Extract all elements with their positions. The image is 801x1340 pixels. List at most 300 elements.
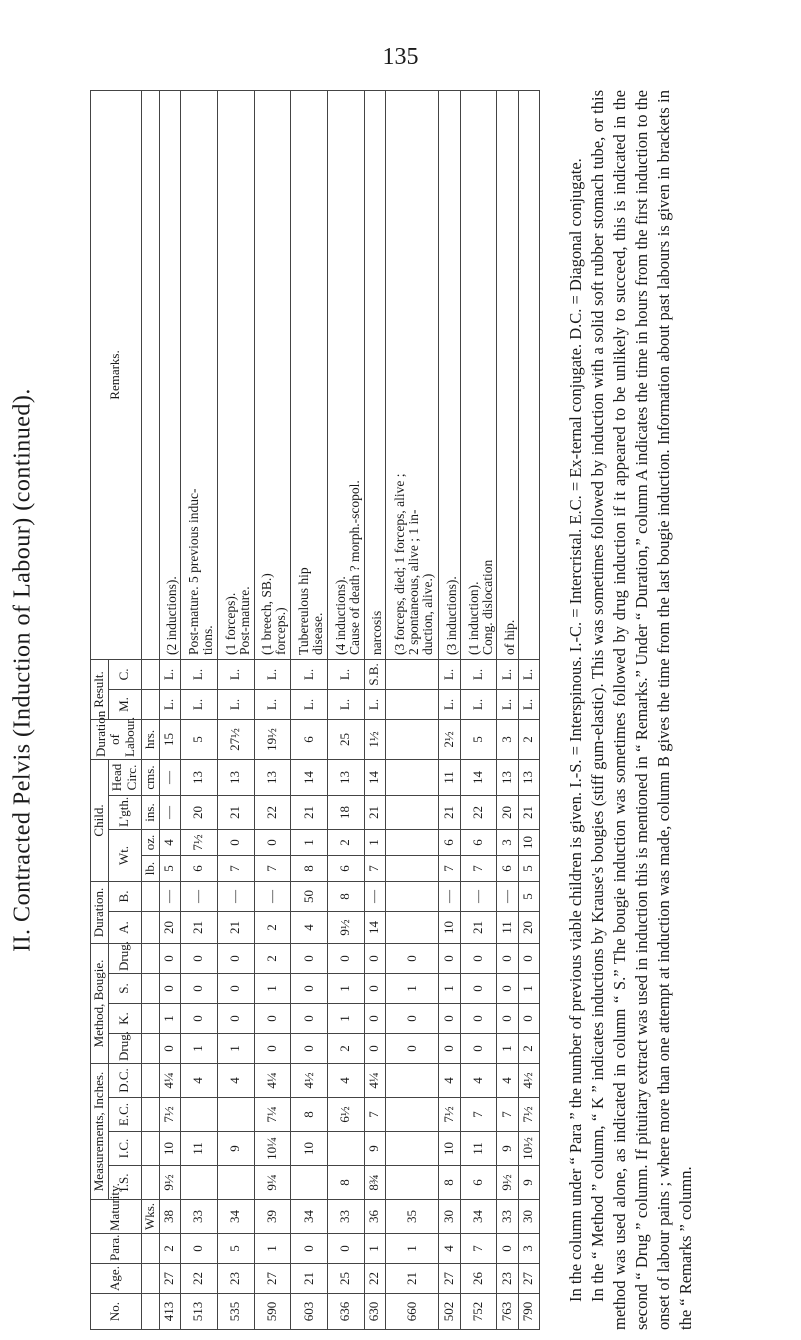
remarks-line: (1 induction). xyxy=(465,581,481,655)
cell-no: 413 xyxy=(159,1294,180,1330)
running-header-strip xyxy=(0,0,46,1340)
cell-m: L. xyxy=(254,689,291,719)
cell-b: — xyxy=(254,882,291,912)
col-labour: Duration of Labour. xyxy=(91,719,142,759)
cell-a: 20 xyxy=(159,912,180,944)
cell-s: 0 xyxy=(291,974,328,1004)
cell-drug-1: 0 xyxy=(254,1034,291,1064)
remarks-line: Cong. dislocation xyxy=(479,559,495,655)
cell-m: L. xyxy=(181,689,218,719)
cell-maturity: 35 xyxy=(386,1200,439,1234)
cell-ic: 9 xyxy=(364,1132,385,1166)
cell-para: 0 xyxy=(497,1234,518,1264)
cell-no: 660 xyxy=(386,1294,439,1330)
cell-ic: 10 xyxy=(439,1132,460,1166)
cell-ic: 10 xyxy=(291,1132,328,1166)
remarks-line: of hip. xyxy=(501,619,517,655)
cell-labour: 27½ xyxy=(217,719,254,759)
cell-ic: 10½ xyxy=(518,1132,539,1166)
cell-b: — xyxy=(439,882,460,912)
cell-age: 27 xyxy=(159,1264,180,1294)
remarks-line: forceps.) xyxy=(273,607,289,655)
induction-table xyxy=(90,90,540,1330)
cell-no: 763 xyxy=(497,1294,518,1330)
cell-age: 23 xyxy=(497,1264,518,1294)
cell-remarks xyxy=(291,91,328,660)
cell-a: 2 xyxy=(254,912,291,944)
cell-s: 1 xyxy=(386,974,439,1004)
cell-is: 6 xyxy=(460,1166,497,1200)
cell-m xyxy=(386,689,439,719)
cell-is: 9½ xyxy=(497,1166,518,1200)
cell-head: 13 xyxy=(497,759,518,795)
cell-wt-lb: 6 xyxy=(497,856,518,882)
cell-drug-2: 2 xyxy=(254,944,291,974)
cell-drug-1: 0 xyxy=(460,1034,497,1064)
cell-s: 1 xyxy=(328,974,365,1004)
group-child: Child. xyxy=(91,759,109,881)
cell-remarks xyxy=(439,91,460,660)
cell-dc: 4¼ xyxy=(254,1064,291,1098)
cell-remarks xyxy=(217,91,254,660)
cell-m: L. xyxy=(497,689,518,719)
remarks-line: Tubereulous hip xyxy=(296,567,312,655)
cell-a: 21 xyxy=(181,912,218,944)
col-para: Para. xyxy=(91,1234,142,1264)
cell-s: 1 xyxy=(518,974,539,1004)
cell-ic xyxy=(386,1132,439,1166)
cell-labour: 2 xyxy=(518,719,539,759)
remarks-line: Post-mature. xyxy=(236,586,252,655)
cell-c: L. xyxy=(439,659,460,689)
cell-wt-lb: 8 xyxy=(291,856,328,882)
col-age: Age. xyxy=(91,1264,142,1294)
cell-labour: 6 xyxy=(291,719,328,759)
cell-labour xyxy=(386,719,439,759)
remarks-line: 2 spontaneous, alive ; 1 in- xyxy=(406,509,422,655)
col-a: A. xyxy=(108,912,141,944)
cell-ic: 11 xyxy=(460,1132,497,1166)
cell-remarks xyxy=(328,91,365,660)
cell-drug-1: 0 xyxy=(386,1034,439,1064)
cell-dc: 4 xyxy=(217,1064,254,1098)
cell-k: 0 xyxy=(386,1004,439,1034)
cell-is: 9 xyxy=(518,1166,539,1200)
col-drug-1: Drug. xyxy=(108,1034,141,1064)
cell-m: L. xyxy=(328,689,365,719)
cell-para: 5 xyxy=(217,1234,254,1264)
cell-ec: 7½ xyxy=(159,1098,180,1132)
cell-k: 0 xyxy=(460,1004,497,1034)
cell-para: 0 xyxy=(291,1234,328,1264)
cell-head: 13 xyxy=(328,759,365,795)
cell-ec: 7½ xyxy=(439,1098,460,1132)
cell-no: 535 xyxy=(217,1294,254,1330)
col-wt: Wt. xyxy=(108,830,141,882)
cell-maturity: 33 xyxy=(181,1200,218,1234)
cell-wt-lb xyxy=(386,856,439,882)
cell-m: L. xyxy=(291,689,328,719)
cell-m: L. xyxy=(460,689,497,719)
cell-k: 0 xyxy=(497,1004,518,1034)
cell-remarks xyxy=(254,91,291,660)
cell-is: 8¾ xyxy=(364,1166,385,1200)
cell-dc: 4½ xyxy=(518,1064,539,1098)
cell-para: 1 xyxy=(254,1234,291,1264)
cell-lgth: 22 xyxy=(460,796,497,830)
col-drug-2: Drug. xyxy=(108,944,141,974)
cell-a xyxy=(386,912,439,944)
cell-age: 23 xyxy=(217,1264,254,1294)
cell-dc: 4¼ xyxy=(364,1064,385,1098)
cell-s: 0 xyxy=(460,974,497,1004)
remarks-line: tions. xyxy=(199,625,215,655)
cell-is: 8 xyxy=(328,1166,365,1200)
cell-b: — xyxy=(460,882,497,912)
cell-b: 50 xyxy=(291,882,328,912)
page-number: 135 xyxy=(382,44,419,70)
remarks-line: duction, alive.) xyxy=(420,573,436,655)
col-c: C. xyxy=(108,659,141,689)
cell-a: 21 xyxy=(460,912,497,944)
cell-ic: 10¼ xyxy=(254,1132,291,1166)
table-row xyxy=(518,91,539,1330)
cell-lgth xyxy=(386,796,439,830)
cell-maturity: 34 xyxy=(217,1200,254,1234)
remarks-line xyxy=(522,93,536,655)
cell-wt-lb: 7 xyxy=(460,856,497,882)
cell-drug-2: 0 xyxy=(181,944,218,974)
cell-a: 21 xyxy=(217,912,254,944)
cell-ec: 7½ xyxy=(518,1098,539,1132)
cell-remarks xyxy=(159,91,180,660)
cell-remarks xyxy=(386,91,439,660)
col-dc: D.C. xyxy=(108,1064,141,1098)
cell-no: 752 xyxy=(460,1294,497,1330)
cell-c: L. xyxy=(181,659,218,689)
cell-head xyxy=(386,759,439,795)
cell-is xyxy=(181,1166,218,1200)
cell-age: 22 xyxy=(181,1264,218,1294)
cell-ec: 7¼ xyxy=(254,1098,291,1132)
cell-s: 0 xyxy=(181,974,218,1004)
cell-lgth: 21 xyxy=(518,796,539,830)
cell-lgth: 20 xyxy=(497,796,518,830)
cell-is xyxy=(217,1166,254,1200)
cell-dc: 4½ xyxy=(291,1064,328,1098)
col-is: I.S. xyxy=(108,1166,141,1200)
cell-no: 502 xyxy=(439,1294,460,1330)
cell-lgth: 21 xyxy=(439,796,460,830)
cell-c: L. xyxy=(159,659,180,689)
cell-lgth: 18 xyxy=(328,796,365,830)
cell-drug-2: 0 xyxy=(386,944,439,974)
group-duration: Duration. xyxy=(91,882,109,944)
table-row xyxy=(497,91,518,1330)
cell-s: 1 xyxy=(439,974,460,1004)
cell-drug-1: 1 xyxy=(497,1034,518,1064)
cell-dc: 4 xyxy=(439,1064,460,1098)
cell-drug-2: 0 xyxy=(497,944,518,974)
cell-no: 513 xyxy=(181,1294,218,1330)
cell-wt-oz: 3 xyxy=(497,830,518,856)
cell-a: 10 xyxy=(439,912,460,944)
cell-drug-2: 0 xyxy=(439,944,460,974)
col-m: M. xyxy=(108,689,141,719)
cell-remarks xyxy=(518,91,539,660)
cell-b xyxy=(386,882,439,912)
table-row xyxy=(460,91,497,1330)
col-ec: E.C. xyxy=(108,1098,141,1132)
group-measurements: Measurements, Inches. xyxy=(91,1064,109,1200)
cell-ec xyxy=(386,1098,439,1132)
cell-wt-oz: 1 xyxy=(291,830,328,856)
cell-wt-lb: 5 xyxy=(518,856,539,882)
cell-para: 0 xyxy=(181,1234,218,1264)
cell-drug-2: 0 xyxy=(328,944,365,974)
footnote-container xyxy=(565,90,790,1330)
cell-maturity: 34 xyxy=(291,1200,328,1234)
col-s: S. xyxy=(108,974,141,1004)
cell-age: 21 xyxy=(291,1264,328,1294)
cell-maturity: 33 xyxy=(497,1200,518,1234)
cell-labour: 19½ xyxy=(254,719,291,759)
cell-lgth: 21 xyxy=(217,796,254,830)
footnote-paragraph-2: In the “ Method ” column, “ K ” indicates inductions by Krause's bougies (stiff gum-elastic). This was sometimes followed by induction with a solid soft rubber stomach tube, or this method was used alone, as indicated in column “ S.” The bougie induction was sometimes followed by drug induction if it appeared to be unlikely to succeed, this is indicated in the second “ Drug ” column. If pituitary extract was used in induction this is mentioned in “ Remarks.” Under “ Duration,” column A indicates the time in hours from the first induction to the onset of labour pains ; where more than one attempt at induction was made, column B gives the time from the last bougie induction. Information about past labours is given in brackets in the “ Remarks ” column. xyxy=(588,90,695,1330)
cell-drug-1: 2 xyxy=(328,1034,365,1064)
cell-maturity: 36 xyxy=(364,1200,385,1234)
cell-head: 11 xyxy=(439,759,460,795)
cell-ic: 10 xyxy=(159,1132,180,1166)
cell-wt-lb: 7 xyxy=(364,856,385,882)
cell-maturity: 38 xyxy=(159,1200,180,1234)
cell-dc: 4 xyxy=(181,1064,218,1098)
cell-wt-oz xyxy=(386,830,439,856)
cell-m: L. xyxy=(159,689,180,719)
cell-ic: 9 xyxy=(497,1132,518,1166)
cell-s: 0 xyxy=(497,974,518,1004)
cell-k: 0 xyxy=(217,1004,254,1034)
cell-ec: 7 xyxy=(497,1098,518,1132)
cell-wt-oz: 2 xyxy=(328,830,365,856)
cell-para: 3 xyxy=(518,1234,539,1264)
table-body xyxy=(159,91,539,1330)
cell-lgth: — xyxy=(159,796,180,830)
table-rotated xyxy=(90,90,540,1330)
cell-b: — xyxy=(159,882,180,912)
cell-k: 0 xyxy=(291,1004,328,1034)
cell-dc: 4 xyxy=(497,1064,518,1098)
cell-is xyxy=(386,1166,439,1200)
cell-c: L. xyxy=(497,659,518,689)
cell-age: 27 xyxy=(439,1264,460,1294)
cell-wt-oz: 6 xyxy=(460,830,497,856)
table-row xyxy=(439,91,460,1330)
cell-m: L. xyxy=(364,689,385,719)
cell-para: 1 xyxy=(386,1234,439,1264)
cell-drug-2: 0 xyxy=(518,944,539,974)
cell-a: 11 xyxy=(497,912,518,944)
cell-k: 0 xyxy=(181,1004,218,1034)
cell-labour: 15 xyxy=(159,719,180,759)
cell-drug-1: 0 xyxy=(439,1034,460,1064)
table-row xyxy=(364,91,385,1330)
cell-remarks xyxy=(497,91,518,660)
col-head: Head Circ. xyxy=(108,759,141,795)
cell-is: 9½ xyxy=(159,1166,180,1200)
cell-wt-oz: 10 xyxy=(518,830,539,856)
cell-drug-2: 0 xyxy=(159,944,180,974)
cell-ic: 11 xyxy=(181,1132,218,1166)
cell-m: L. xyxy=(439,689,460,719)
cell-age: 27 xyxy=(254,1264,291,1294)
cell-ec: 6½ xyxy=(328,1098,365,1132)
cell-a: 14 xyxy=(364,912,385,944)
cell-b: 5 xyxy=(518,882,539,912)
table-container xyxy=(90,90,540,1330)
cell-remarks xyxy=(181,91,218,660)
cell-remarks xyxy=(364,91,385,660)
cell-c: L. xyxy=(460,659,497,689)
cell-drug-1: 2 xyxy=(518,1034,539,1064)
cell-para: 2 xyxy=(159,1234,180,1264)
group-result: Result. xyxy=(91,659,109,719)
cell-drug-2: 0 xyxy=(460,944,497,974)
cell-a: 9½ xyxy=(328,912,365,944)
cell-wt-lb: 7 xyxy=(439,856,460,882)
cell-drug-2: 0 xyxy=(291,944,328,974)
unit-maturity: Wks. xyxy=(141,1200,159,1234)
table-row xyxy=(159,91,180,1330)
cell-para: 1 xyxy=(364,1234,385,1264)
cell-no: 603 xyxy=(291,1294,328,1330)
remarks-line: disease. xyxy=(310,612,326,655)
remarks-line: (3 inductions). xyxy=(443,576,459,655)
cell-wt-oz: 7½ xyxy=(181,830,218,856)
cell-a: 4 xyxy=(291,912,328,944)
remarks-line: (4 inductions). xyxy=(332,576,348,655)
cell-s: 0 xyxy=(364,974,385,1004)
cell-para: 4 xyxy=(439,1234,460,1264)
cell-c xyxy=(386,659,439,689)
cell-c: L. xyxy=(217,659,254,689)
cell-drug-1: 0 xyxy=(291,1034,328,1064)
cell-c: L. xyxy=(328,659,365,689)
cell-b: — xyxy=(364,882,385,912)
cell-b: — xyxy=(181,882,218,912)
cell-k: 0 xyxy=(364,1004,385,1034)
col-lgth: L'gth. xyxy=(108,796,141,830)
cell-labour: 3 xyxy=(497,719,518,759)
cell-lgth: 21 xyxy=(364,796,385,830)
cell-labour: 5 xyxy=(181,719,218,759)
col-ic: I.C. xyxy=(108,1132,141,1166)
cell-wt-oz: 6 xyxy=(439,830,460,856)
unit-wt-lb: lb. xyxy=(141,856,159,882)
col-no: No. xyxy=(91,1294,142,1330)
cell-head: 14 xyxy=(364,759,385,795)
cell-is: 9¼ xyxy=(254,1166,291,1200)
cell-maturity: 30 xyxy=(518,1200,539,1234)
cell-s: 0 xyxy=(159,974,180,1004)
footnote xyxy=(565,90,790,1330)
unit-labour: hrs. xyxy=(141,719,159,759)
table-row xyxy=(217,91,254,1330)
cell-ec: 7 xyxy=(364,1098,385,1132)
cell-c: L. xyxy=(291,659,328,689)
cell-b: — xyxy=(217,882,254,912)
remarks-line: (1 breech, SB.) xyxy=(259,573,275,655)
cell-wt-oz: 0 xyxy=(217,830,254,856)
cell-maturity: 39 xyxy=(254,1200,291,1234)
cell-wt-lb: 5 xyxy=(159,856,180,882)
cell-maturity: 30 xyxy=(439,1200,460,1234)
cell-drug-1: 0 xyxy=(364,1034,385,1064)
cell-s: 1 xyxy=(254,974,291,1004)
running-header: II. Contracted Pelvis (Induction of Labour) (continued). xyxy=(9,388,36,952)
cell-drug-1: 1 xyxy=(217,1034,254,1064)
cell-no: 636 xyxy=(328,1294,365,1330)
table-row xyxy=(181,91,218,1330)
cell-no: 630 xyxy=(364,1294,385,1330)
cell-head: 13 xyxy=(254,759,291,795)
table-row xyxy=(328,91,365,1330)
cell-lgth: 21 xyxy=(291,796,328,830)
remarks-line: Post-mature. 5 previous induc- xyxy=(185,488,201,655)
col-b: B. xyxy=(108,882,141,912)
cell-head: 13 xyxy=(181,759,218,795)
cell-k: 1 xyxy=(159,1004,180,1034)
col-k: K. xyxy=(108,1004,141,1034)
cell-lgth: 22 xyxy=(254,796,291,830)
group-method: Method, Bougie. xyxy=(91,944,109,1064)
cell-c: S.B. xyxy=(364,659,385,689)
cell-k: 0 xyxy=(254,1004,291,1034)
cell-no: 790 xyxy=(518,1294,539,1330)
table-row xyxy=(291,91,328,1330)
unit-row xyxy=(141,91,159,1330)
cell-labour: 1½ xyxy=(364,719,385,759)
cell-dc: 4¼ xyxy=(159,1064,180,1098)
cell-drug-1: 1 xyxy=(181,1034,218,1064)
cell-labour: 25 xyxy=(328,719,365,759)
cell-maturity: 33 xyxy=(328,1200,365,1234)
cell-head: 13 xyxy=(217,759,254,795)
cell-c: L. xyxy=(254,659,291,689)
cell-wt-oz: 0 xyxy=(254,830,291,856)
cell-lgth: 20 xyxy=(181,796,218,830)
cell-para: 7 xyxy=(460,1234,497,1264)
cell-head: 13 xyxy=(518,759,539,795)
cell-drug-2: 0 xyxy=(364,944,385,974)
cell-b: 8 xyxy=(328,882,365,912)
cell-drug-2: 0 xyxy=(217,944,254,974)
remarks-line: (1 forceps). xyxy=(222,592,238,655)
cell-is: 8 xyxy=(439,1166,460,1200)
cell-s: 0 xyxy=(217,974,254,1004)
cell-ec xyxy=(181,1098,218,1132)
remarks-line: (3 forceps, died; 1 forceps, alive ; xyxy=(392,473,408,655)
cell-m: L. xyxy=(518,689,539,719)
cell-age: 22 xyxy=(364,1264,385,1294)
cell-age: 25 xyxy=(328,1264,365,1294)
group-header-row xyxy=(91,91,109,1330)
remarks-line: Cause of death ? morph.-scopol. xyxy=(346,480,362,655)
cell-is xyxy=(291,1166,328,1200)
cell-m: L. xyxy=(217,689,254,719)
cell-labour: 2½ xyxy=(439,719,460,759)
cell-age: 26 xyxy=(460,1264,497,1294)
